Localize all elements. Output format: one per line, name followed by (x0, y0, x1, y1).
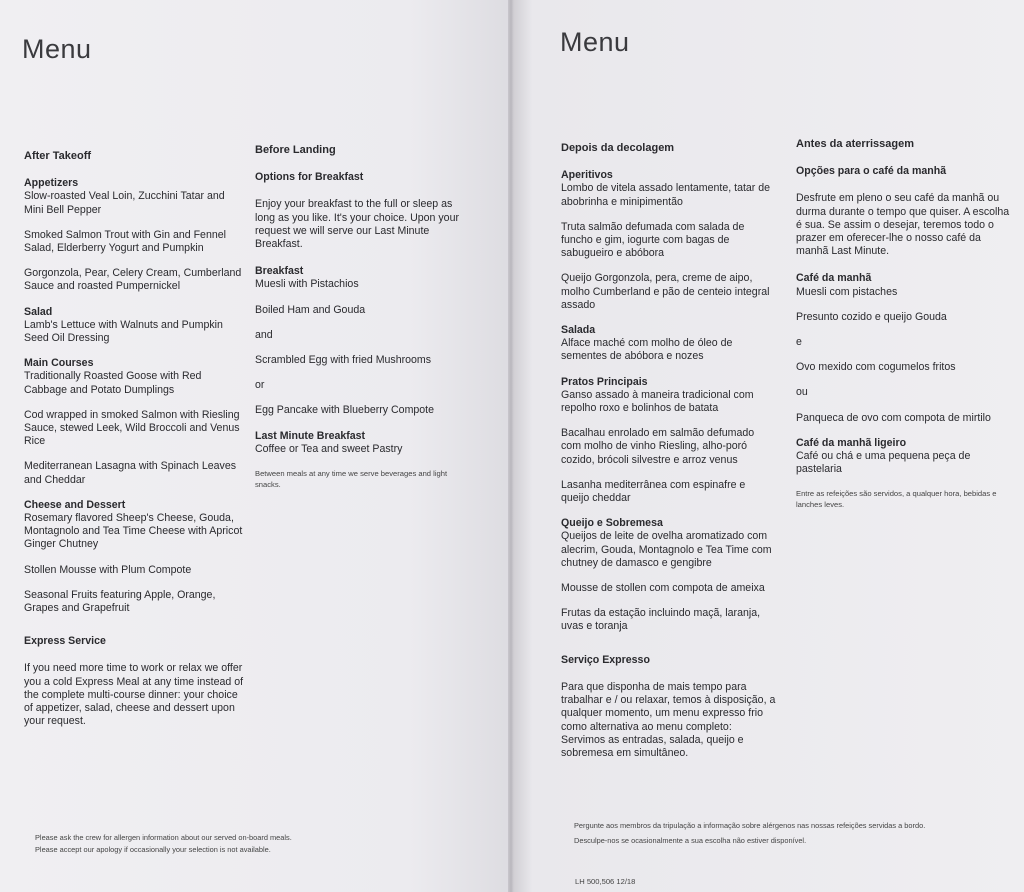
menu-item: Lasanha mediterrânea com espinafre e queijo cheddar (561, 478, 746, 505)
menu-item: Muesli com pistaches (796, 285, 898, 298)
menu-item: Lamb's Lettuce with Walnuts and Pumpkin Seed Oil Dressing (24, 318, 223, 345)
before-landing-column (255, 144, 470, 490)
breakfast-intro: Enjoy your breakfast to the full or sleep as long as you like. It's your choice. Upon your request we will serve our Last Minute Breakfast. (255, 198, 459, 251)
footer-line: Please accept our apology if occasionally your selection is not available. (35, 845, 271, 854)
main-courses-title: Pratos Principais (561, 375, 648, 388)
menu-item: Lombo de vitela assado lentamente, tatar de abobrinha e minipimentão (561, 182, 771, 208)
cheese-dessert-title: Cheese and Dessert (24, 498, 126, 511)
appetizers-title: Aperitivos (561, 169, 613, 182)
menu-item: Panqueca de ovo com compota de mirtilo (796, 411, 991, 424)
page-fold (508, 0, 514, 892)
cheese-dessert-title: Queijo e Sobremesa (561, 517, 663, 530)
menu-item: Scrambled Egg with fried Mushrooms (255, 354, 432, 367)
footer-line: Please ask the crew for allergen information about our served on-board meals. (35, 833, 292, 842)
section-heading: Depois da decolagem (561, 142, 675, 154)
last-minute-title: Café da manhã ligeiro (796, 436, 907, 449)
express-text: Para que disponha de mais tempo para trabalhar e / ou relaxar, temos à disposição, a qualquer momento, um menu expresso frio como alternativa ao menu completo: Servimos as entradas, salada, queijo e sobremesa em simultâneo. (561, 680, 776, 759)
footer-notes (35, 832, 335, 856)
menu-item: Seasonal Fruits featuring Apple, Orange, Grapes and Grapefruit (24, 588, 216, 615)
breakfast-title: Café da manhã (796, 272, 872, 285)
options-title: Options for Breakfast (255, 171, 364, 184)
menu-item: Queijos de leite de ovelha aromatizado com alecrim, Gouda, Montagnolo e Tea Time com chutney de damasco e gengibre (561, 530, 772, 569)
section-heading: After Takeoff (24, 150, 92, 162)
breakfast-title: Breakfast (255, 265, 304, 278)
menu-item: or (255, 379, 265, 392)
menu-item: Gorgonzola, Pear, Celery Cream, Cumberland Sauce and roasted Pumpernickel (24, 267, 242, 293)
menu-item: Egg Pancake with Blueberry Compote (255, 404, 435, 417)
footer-line: Desculpe-nos se ocasionalmente a sua escolha não estiver disponível. (574, 836, 807, 845)
options-title: Opções para o café da manhã (796, 165, 947, 178)
last-minute-title: Last Minute Breakfast (255, 429, 366, 442)
express-text: If you need more time to work or relax we offer you a cold Express Meal at any time instead of the complete multi-course dinner: your choice of appetizer, salad, cheese and dessert upon your request. (24, 662, 244, 728)
beverages-note: Between meals at any time we serve beverages and light snacks. (255, 469, 448, 490)
menu-item: e (796, 336, 802, 349)
menu-item: Café ou chá e uma pequena peça de pastelaria (796, 450, 971, 476)
menu-item: Mediterranean Lasagna with Spinach Leaves and Cheddar (24, 460, 237, 486)
depois-column (561, 142, 776, 772)
menu-item: Ganso assado à maneira tradicional com repolho roxo e bolinhos de batata (561, 388, 754, 415)
page-title: Menu (560, 27, 630, 57)
menu-item: Bacalhau enrolado em salmão defumado com molho de vinho Riesling, alho-poró cozido, brócoli silvestre e arroz venus (561, 427, 755, 466)
menu-item: Truta salmão defumada com salada de funcho e gim, iogurte com bagas de sabugueiro e abóbora (561, 220, 745, 260)
menu-item: Cod wrapped in smoked Salmon with Riesling Sauce, stewed Leek, Wild Broccoli and Venus Rice (24, 408, 240, 448)
salad-title: Salada (561, 324, 596, 337)
menu-item: Slow-roasted Veal Loin, Zucchini Tatar and Mini Bell Pepper (24, 190, 225, 216)
menu-item: Muesli with Pistachios (255, 278, 359, 291)
menu-item: ou (796, 386, 808, 399)
antes-column (796, 138, 1011, 510)
menu-item: Mousse de stollen com compota de ameixa (561, 582, 765, 595)
salad-title: Salad (24, 305, 53, 318)
menu-item: Coffee or Tea and sweet Pastry (255, 442, 403, 455)
section-heading: Antes da aterrissagem (796, 138, 914, 150)
menu-item: Smoked Salmon Trout with Gin and Fennel Salad, Elderberry Yogurt and Pumpkin (24, 228, 226, 255)
footer-notes (574, 820, 994, 847)
express-title: Express Service (24, 635, 106, 648)
page-title: Menu (22, 34, 92, 64)
section-heading: Before Landing (255, 144, 336, 156)
express-title: Serviço Expresso (561, 653, 650, 666)
menu-item: Traditionally Roasted Goose with Red Cabbage and Potato Dumplings (24, 370, 202, 396)
breakfast-intro: Desfrute em pleno o seu café da manhã ou durma durante o tempo que quiser. A escolha é sua. Se assim o desejar, teremos todo o prazer em oferecer-lhe o nosso café da manhã Last Minute. (796, 192, 1010, 258)
menu-item: Frutas da estação incluindo maçã, laranja, uvas e toranja (561, 607, 761, 633)
menu-item: Alface maché com molho de óleo de sementes de abóbora e nozes (561, 337, 733, 363)
main-courses-title: Main Courses (24, 357, 94, 370)
after-takeoff-column (24, 150, 246, 741)
beverages-note: Entre as refeições são servidos, a qualquer hora, bebidas e lanches leves. (796, 489, 997, 510)
menu-item: Boiled Ham and Gouda (255, 303, 366, 316)
menu-item: Rosemary flavored Sheep's Cheese, Gouda, Montagnolo and Tea Time Cheese with Apricot Ginger Chutney (24, 512, 243, 551)
menu-item: and (255, 328, 273, 341)
appetizers-title: Appetizers (24, 177, 79, 190)
menu-item: Presunto cozido e queijo Gouda (796, 310, 947, 323)
menu-item: Stollen Mousse with Plum Compote (24, 563, 192, 576)
footer-line: Pergunte aos membros da tripulação a informação sobre alérgenos nas nossas refeições servidas a bordo. (574, 821, 926, 830)
menu-item: Ovo mexido com cogumelos fritos (796, 361, 956, 374)
menu-item: Queijo Gorgonzola, pera, creme de aipo, molho Cumberland e pão de centeio integral assado (561, 272, 770, 311)
flight-code: LH 500,506 12/18 (575, 877, 636, 886)
